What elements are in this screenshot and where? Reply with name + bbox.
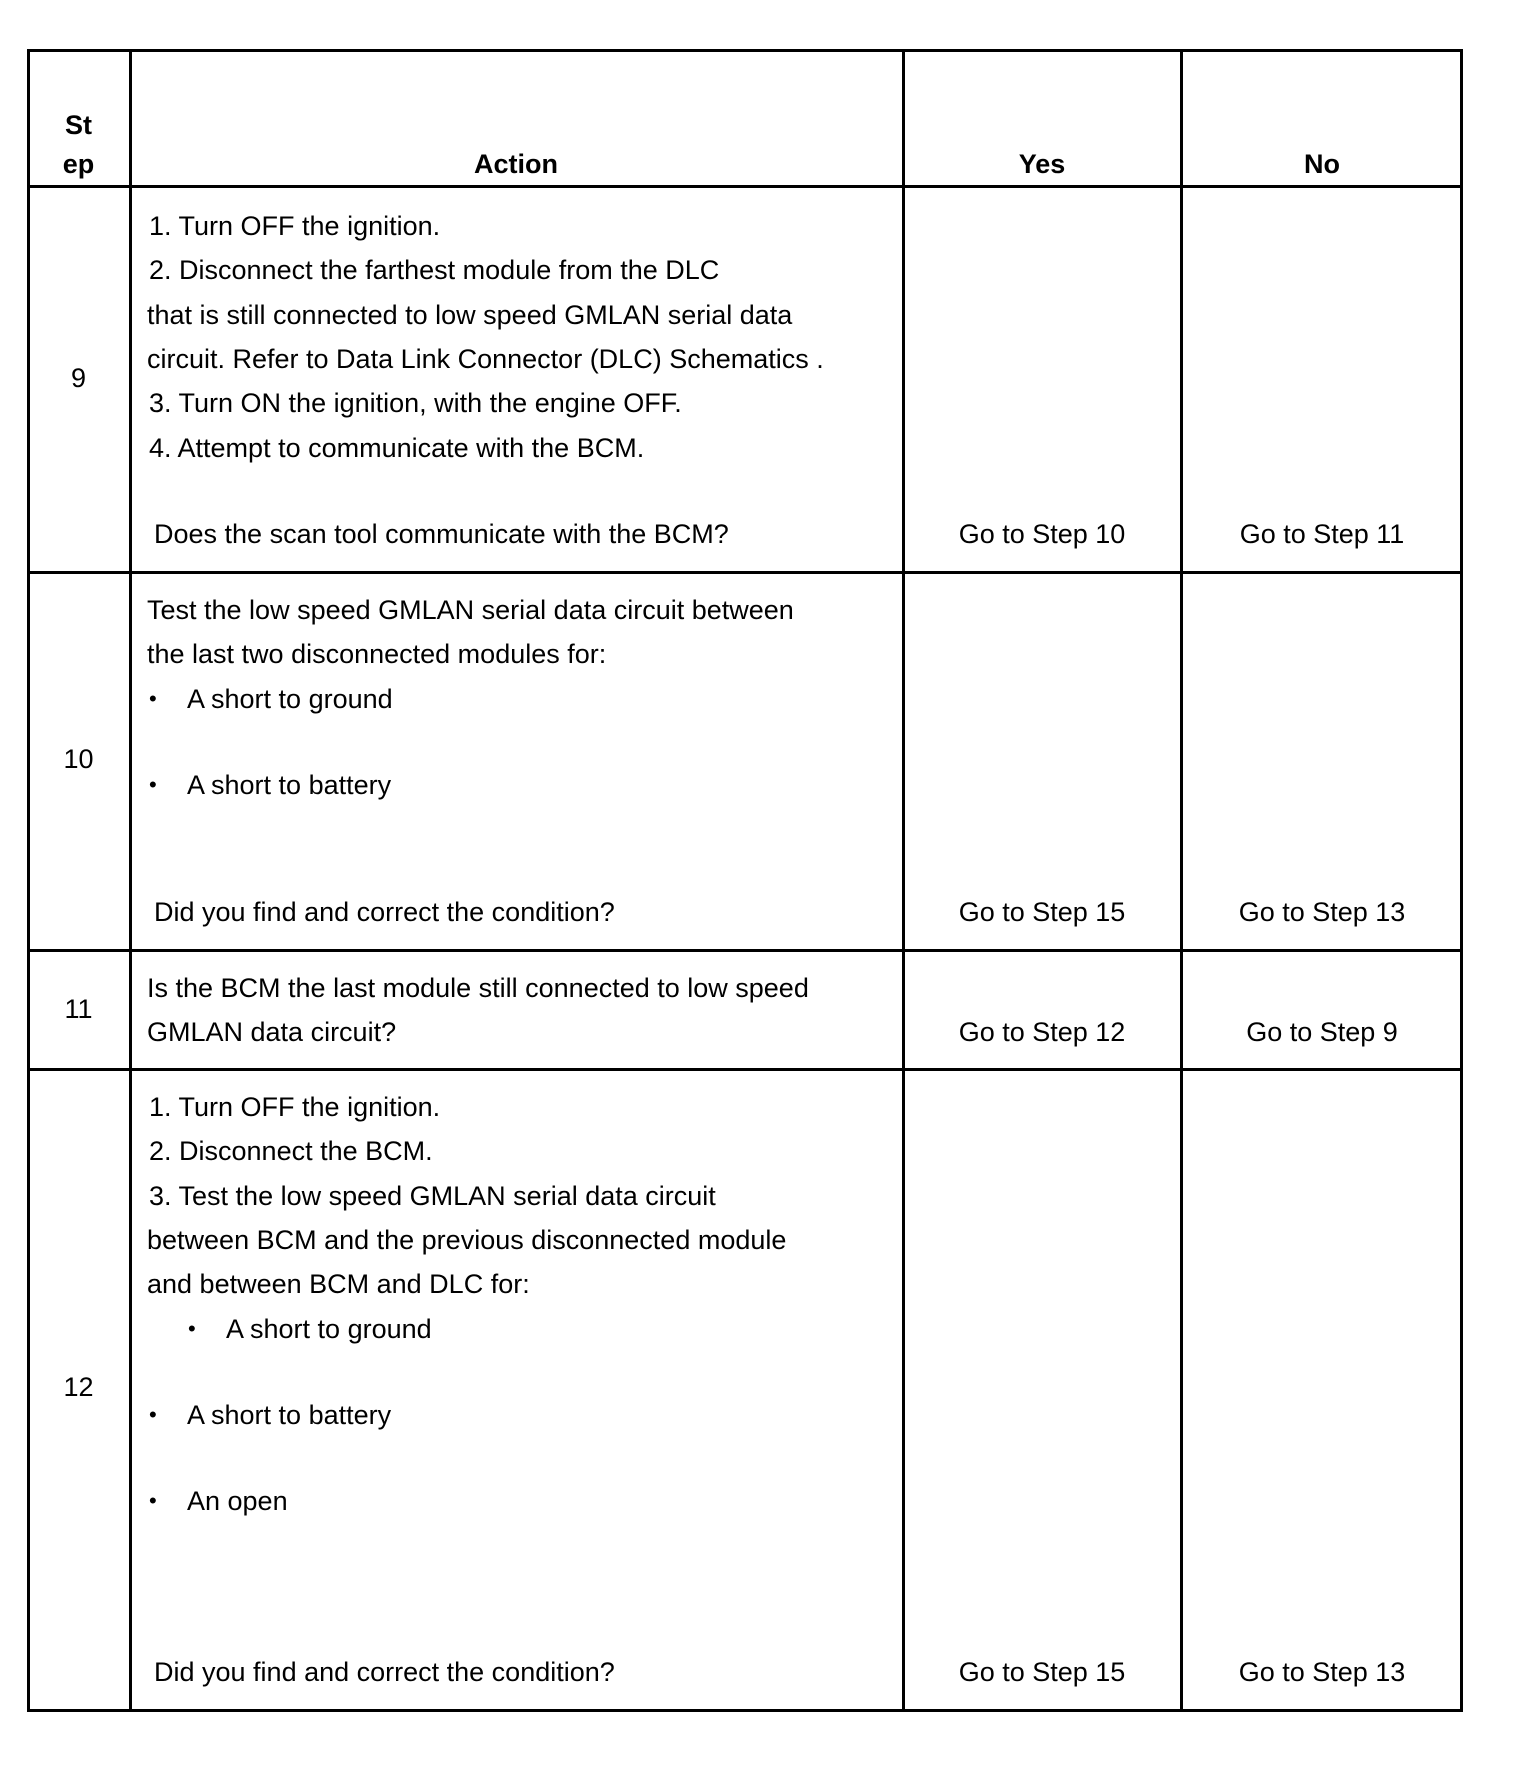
bullet-item: An open (187, 1486, 288, 1516)
header-no: No (1304, 149, 1340, 179)
step-number: 10 (63, 744, 94, 774)
action-line: between BCM and the previous disconnected module (147, 1225, 787, 1255)
action-question: Does the scan tool communicate with the BCM? (154, 519, 729, 549)
bullet-item: A short to ground (226, 1314, 432, 1344)
action-line: Test the low speed GMLAN serial data circuit between (147, 595, 794, 625)
no-result: Go to Step 11 (1239, 519, 1405, 549)
action-question: Did you find and correct the condition? (154, 1657, 615, 1687)
action-line: 1. Turn OFF the ignition. (149, 1092, 441, 1122)
action-line: 2. Disconnect the BCM. (149, 1136, 433, 1166)
yes-result: Go to Step 12 (958, 1017, 1126, 1047)
column-divider-yes (1180, 49, 1183, 1712)
table-border-bottom (27, 1709, 1463, 1712)
header-step-line2: ep (62, 149, 95, 179)
bullet-icon: • (149, 772, 157, 797)
header-yes: Yes (1018, 149, 1066, 179)
yes-result: Go to Step 10 (958, 519, 1126, 549)
diagnostic-table (27, 49, 1463, 1712)
bullet-icon: • (188, 1316, 196, 1341)
action-line: 3. Test the low speed GMLAN serial data circuit (149, 1181, 716, 1211)
header-divider (27, 185, 1463, 188)
column-divider-action (902, 49, 905, 1712)
header-action: Action (474, 149, 558, 179)
bullet-item: A short to ground (187, 684, 393, 714)
action-line: 4. Attempt to communicate with the BCM. (149, 433, 645, 463)
no-result: Go to Step 13 (1238, 897, 1406, 927)
column-divider-step (129, 49, 132, 1712)
action-line: GMLAN data circuit? (147, 1017, 397, 1047)
no-result: Go to Step 9 (1246, 1017, 1398, 1047)
action-line: the last two disconnected modules for: (147, 639, 607, 669)
action-line: that is still connected to low speed GMLAN serial data (147, 300, 793, 330)
row-divider (27, 1068, 1463, 1071)
yes-result: Go to Step 15 (958, 1657, 1126, 1687)
row-divider (27, 949, 1463, 952)
action-question: Did you find and correct the condition? (154, 897, 615, 927)
action-line: 1. Turn OFF the ignition. (149, 211, 441, 241)
no-result: Go to Step 13 (1238, 1657, 1406, 1687)
action-line: 3. Turn ON the ignition, with the engine OFF. (149, 388, 682, 418)
step-number: 12 (63, 1372, 94, 1402)
bullet-item: A short to battery (187, 1400, 392, 1430)
row-divider (27, 571, 1463, 574)
bullet-icon: • (149, 1402, 157, 1427)
bullet-item: A short to battery (187, 770, 392, 800)
table-border-right (1460, 49, 1463, 1712)
yes-result: Go to Step 15 (958, 897, 1126, 927)
table-border-top (27, 49, 1463, 52)
table-border-left (27, 49, 30, 1712)
action-line: and between BCM and DLC for: (147, 1269, 530, 1299)
step-number: 9 (70, 363, 87, 393)
bullet-icon: • (149, 1488, 157, 1513)
step-number: 11 (64, 994, 93, 1024)
bullet-icon: • (149, 686, 157, 711)
header-step-line1: St (65, 110, 92, 140)
action-line: circuit. Refer to Data Link Connector (DLC) Schematics . (147, 344, 824, 374)
action-line: Is the BCM the last module still connected to low speed (147, 973, 809, 1003)
action-line: 2. Disconnect the farthest module from the DLC (149, 255, 720, 285)
